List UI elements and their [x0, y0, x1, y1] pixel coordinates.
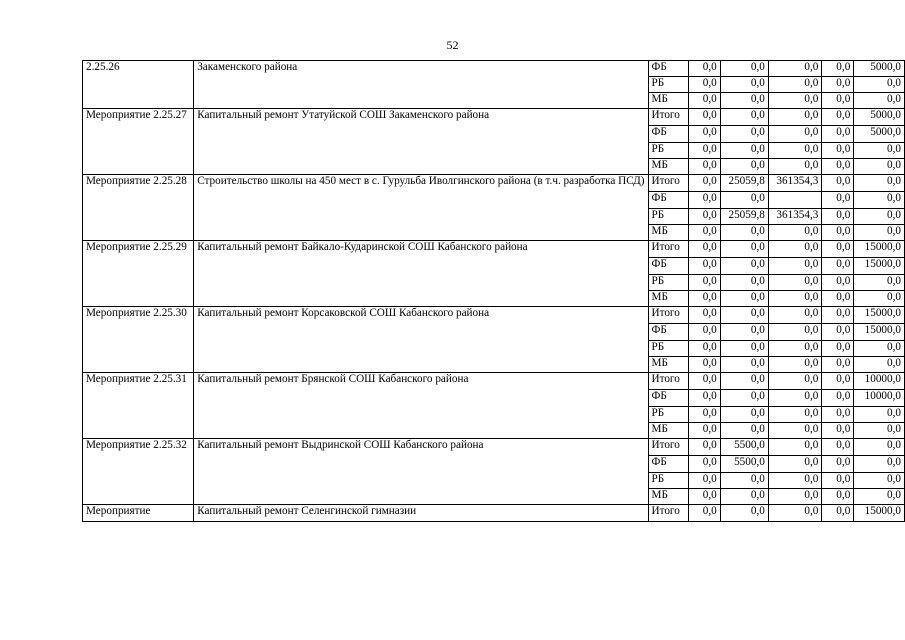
- amount-cell: 0,0: [720, 473, 768, 489]
- amount-cell: 0,0: [689, 225, 720, 241]
- amount-cell: 0,0: [689, 159, 720, 175]
- funding-source: МБ: [648, 357, 689, 373]
- funding-source: ФБ: [648, 192, 689, 209]
- amount-cell: 0,0: [689, 93, 720, 109]
- funding-source: РБ: [648, 407, 689, 423]
- funding-source: ФБ: [648, 126, 689, 143]
- amount-cell: 0,0: [689, 423, 720, 439]
- amount-cell: 0,0: [854, 341, 905, 357]
- table-row: [83, 307, 905, 324]
- amount-cell: 0,0: [720, 341, 768, 357]
- amount-cell: 0,0: [822, 423, 854, 439]
- amount-cell: 0,0: [854, 192, 905, 209]
- measure-name: Капитальный ремонт Утатуйской СОШ Закаменского района: [194, 109, 648, 175]
- amount-cell: 0,0: [720, 390, 768, 407]
- table-row: [83, 61, 905, 77]
- amount-cell: 0,0: [689, 407, 720, 423]
- funding-source: Итого: [648, 109, 689, 126]
- amount-cell: 0,0: [689, 456, 720, 473]
- amount-cell: 0,0: [822, 456, 854, 473]
- amount-cell: 0,0: [720, 109, 768, 126]
- amount-cell: 0,0: [854, 489, 905, 505]
- amount-cell: 0,0: [768, 341, 822, 357]
- amount-cell: 0,0: [822, 126, 854, 143]
- amount-cell: 0,0: [768, 241, 822, 258]
- funding-source: РБ: [648, 143, 689, 159]
- amount-cell: 0,0: [822, 473, 854, 489]
- amount-cell: 0,0: [689, 324, 720, 341]
- amount-cell: 0,0: [720, 357, 768, 373]
- amount-cell: 0,0: [768, 258, 822, 275]
- funding-source: Итого: [648, 439, 689, 456]
- measure-code: Мероприятие 2.25.29: [83, 241, 194, 307]
- funding-source: РБ: [648, 341, 689, 357]
- amount-cell: 0,0: [720, 291, 768, 307]
- amount-cell: 0,0: [720, 307, 768, 324]
- funding-source: ФБ: [648, 390, 689, 407]
- amount-cell: 0,0: [768, 456, 822, 473]
- amount-cell: 0,0: [720, 407, 768, 423]
- amount-cell: 0,0: [822, 241, 854, 258]
- amount-cell: 0,0: [720, 505, 768, 522]
- amount-cell: 0,0: [768, 109, 822, 126]
- amount-cell: 5000,0: [854, 126, 905, 143]
- amount-cell: 0,0: [689, 61, 720, 77]
- amount-cell: 0,0: [854, 275, 905, 291]
- funding-source: РБ: [648, 77, 689, 93]
- amount-cell: 0,0: [768, 423, 822, 439]
- amount-cell: 0,0: [768, 489, 822, 505]
- amount-cell: 5000,0: [854, 109, 905, 126]
- amount-cell: 0,0: [822, 357, 854, 373]
- amount-cell: 0,0: [768, 324, 822, 341]
- amount-cell: 0,0: [720, 258, 768, 275]
- amount-cell: 0,0: [854, 423, 905, 439]
- amount-cell: [768, 192, 822, 209]
- amount-cell: 0,0: [822, 93, 854, 109]
- amount-cell: 0,0: [720, 225, 768, 241]
- amount-cell: 0,0: [689, 307, 720, 324]
- table-row: [83, 505, 905, 522]
- page-number: 52: [446, 38, 459, 52]
- amount-cell: 0,0: [689, 291, 720, 307]
- amount-cell: 5000,0: [854, 61, 905, 77]
- measure-code: Мероприятие 2.25.32: [83, 439, 194, 505]
- amount-cell: 15000,0: [854, 324, 905, 341]
- amount-cell: 0,0: [689, 109, 720, 126]
- amount-cell: 15000,0: [854, 241, 905, 258]
- amount-cell: 0,0: [768, 373, 822, 390]
- amount-cell: 0,0: [822, 390, 854, 407]
- funding-source: МБ: [648, 225, 689, 241]
- amount-cell: 0,0: [854, 225, 905, 241]
- funding-source: МБ: [648, 93, 689, 109]
- amount-cell: 0,0: [854, 439, 905, 456]
- amount-cell: 0,0: [822, 175, 854, 192]
- amount-cell: 0,0: [768, 357, 822, 373]
- amount-cell: 0,0: [689, 357, 720, 373]
- amount-cell: 0,0: [768, 77, 822, 93]
- amount-cell: 0,0: [689, 489, 720, 505]
- amount-cell: 10000,0: [854, 373, 905, 390]
- amount-cell: 0,0: [822, 159, 854, 175]
- funding-source: Итого: [648, 373, 689, 390]
- funding-source: ФБ: [648, 61, 689, 77]
- amount-cell: 0,0: [689, 241, 720, 258]
- amount-cell: 0,0: [689, 473, 720, 489]
- amount-cell: 0,0: [822, 225, 854, 241]
- amount-cell: 0,0: [854, 159, 905, 175]
- amount-cell: 0,0: [720, 423, 768, 439]
- amount-cell: 0,0: [822, 505, 854, 522]
- table-row: [83, 175, 905, 192]
- funding-source: Итого: [648, 307, 689, 324]
- amount-cell: 15000,0: [854, 307, 905, 324]
- amount-cell: 0,0: [720, 241, 768, 258]
- amount-cell: 0,0: [768, 275, 822, 291]
- funding-source: РБ: [648, 209, 689, 225]
- amount-cell: 0,0: [720, 143, 768, 159]
- amount-cell: 0,0: [689, 192, 720, 209]
- measure-code: Мероприятие: [83, 505, 194, 522]
- amount-cell: 25059,8: [720, 175, 768, 192]
- amount-cell: 0,0: [689, 258, 720, 275]
- amount-cell: 0,0: [720, 77, 768, 93]
- amount-cell: 0,0: [854, 456, 905, 473]
- measure-code: 2.25.26: [83, 61, 194, 109]
- amount-cell: 15000,0: [854, 505, 905, 522]
- amount-cell: 0,0: [854, 209, 905, 225]
- amount-cell: 0,0: [768, 439, 822, 456]
- amount-cell: 0,0: [768, 307, 822, 324]
- amount-cell: 0,0: [768, 61, 822, 77]
- funding-source: МБ: [648, 489, 689, 505]
- amount-cell: 0,0: [854, 175, 905, 192]
- amount-cell: 0,0: [822, 307, 854, 324]
- amount-cell: 0,0: [822, 77, 854, 93]
- funding-source: ФБ: [648, 456, 689, 473]
- amount-cell: 0,0: [720, 126, 768, 143]
- amount-cell: 0,0: [720, 192, 768, 209]
- funding-source: РБ: [648, 275, 689, 291]
- amount-cell: 0,0: [822, 407, 854, 423]
- amount-cell: 0,0: [854, 473, 905, 489]
- amount-cell: 0,0: [689, 143, 720, 159]
- measure-name: Закаменского района: [194, 61, 648, 109]
- amount-cell: 0,0: [689, 390, 720, 407]
- amount-cell: 0,0: [768, 159, 822, 175]
- budget-table: [82, 60, 905, 522]
- amount-cell: 0,0: [689, 209, 720, 225]
- measure-code: Мероприятие 2.25.30: [83, 307, 194, 373]
- measure-code: Мероприятие 2.25.31: [83, 373, 194, 439]
- amount-cell: 0,0: [854, 357, 905, 373]
- amount-cell: 0,0: [768, 225, 822, 241]
- amount-cell: 0,0: [822, 489, 854, 505]
- table-row: [83, 439, 905, 456]
- amount-cell: 0,0: [822, 109, 854, 126]
- amount-cell: 5500,0: [720, 456, 768, 473]
- amount-cell: 0,0: [720, 275, 768, 291]
- amount-cell: 0,0: [822, 61, 854, 77]
- amount-cell: 0,0: [822, 373, 854, 390]
- amount-cell: 0,0: [720, 159, 768, 175]
- amount-cell: 0,0: [822, 275, 854, 291]
- measure-name: Капитальный ремонт Корсаковской СОШ Кабанского района: [194, 307, 648, 373]
- amount-cell: 0,0: [854, 93, 905, 109]
- amount-cell: 0,0: [768, 93, 822, 109]
- amount-cell: 0,0: [768, 143, 822, 159]
- funding-source: Итого: [648, 175, 689, 192]
- funding-source: ФБ: [648, 258, 689, 275]
- amount-cell: 0,0: [689, 175, 720, 192]
- amount-cell: 361354,3: [768, 209, 822, 225]
- amount-cell: 0,0: [689, 505, 720, 522]
- table-row: [83, 373, 905, 390]
- amount-cell: 0,0: [822, 324, 854, 341]
- funding-source: РБ: [648, 473, 689, 489]
- measure-name: Капитальный ремонт Выдринской СОШ Кабанского района: [194, 439, 648, 505]
- funding-source: Итого: [648, 505, 689, 522]
- measure-code: Мероприятие 2.25.27: [83, 109, 194, 175]
- funding-source: Итого: [648, 241, 689, 258]
- amount-cell: 0,0: [768, 473, 822, 489]
- amount-cell: 0,0: [720, 61, 768, 77]
- measure-name: Капитальный ремонт Байкало-Кударинской СОШ Кабанского района: [194, 241, 648, 307]
- amount-cell: 0,0: [854, 143, 905, 159]
- amount-cell: 0,0: [822, 439, 854, 456]
- measure-name: Строительство школы на 450 мест в с. Гурульба Иволгинского района (в т.ч. разработка ПСД): [194, 175, 648, 241]
- amount-cell: 0,0: [689, 373, 720, 390]
- amount-cell: 361354,3: [768, 175, 822, 192]
- amount-cell: 15000,0: [854, 258, 905, 275]
- amount-cell: 5500,0: [720, 439, 768, 456]
- amount-cell: 0,0: [768, 291, 822, 307]
- amount-cell: 25059,8: [720, 209, 768, 225]
- amount-cell: 0,0: [822, 192, 854, 209]
- amount-cell: 0,0: [768, 390, 822, 407]
- funding-source: МБ: [648, 291, 689, 307]
- amount-cell: 0,0: [689, 275, 720, 291]
- measure-name: Капитальный ремонт Селенгинской гимназии: [194, 505, 648, 522]
- amount-cell: 0,0: [689, 126, 720, 143]
- amount-cell: 0,0: [854, 77, 905, 93]
- funding-source: МБ: [648, 159, 689, 175]
- measure-code: Мероприятие 2.25.28: [83, 175, 194, 241]
- amount-cell: 0,0: [720, 373, 768, 390]
- amount-cell: 0,0: [768, 126, 822, 143]
- amount-cell: 0,0: [768, 505, 822, 522]
- amount-cell: 0,0: [854, 407, 905, 423]
- amount-cell: 0,0: [720, 489, 768, 505]
- table-row: [83, 241, 905, 258]
- measure-name: Капитальный ремонт Брянской СОШ Кабанского района: [194, 373, 648, 439]
- amount-cell: 0,0: [689, 439, 720, 456]
- amount-cell: 0,0: [822, 258, 854, 275]
- amount-cell: 0,0: [720, 324, 768, 341]
- funding-source: МБ: [648, 423, 689, 439]
- amount-cell: 0,0: [822, 143, 854, 159]
- amount-cell: 0,0: [854, 291, 905, 307]
- amount-cell: 0,0: [689, 341, 720, 357]
- funding-source: ФБ: [648, 324, 689, 341]
- amount-cell: 0,0: [822, 209, 854, 225]
- amount-cell: 10000,0: [854, 390, 905, 407]
- amount-cell: 0,0: [689, 77, 720, 93]
- amount-cell: 0,0: [822, 341, 854, 357]
- amount-cell: 0,0: [768, 407, 822, 423]
- amount-cell: 0,0: [720, 93, 768, 109]
- amount-cell: 0,0: [822, 291, 854, 307]
- table-row: [83, 109, 905, 126]
